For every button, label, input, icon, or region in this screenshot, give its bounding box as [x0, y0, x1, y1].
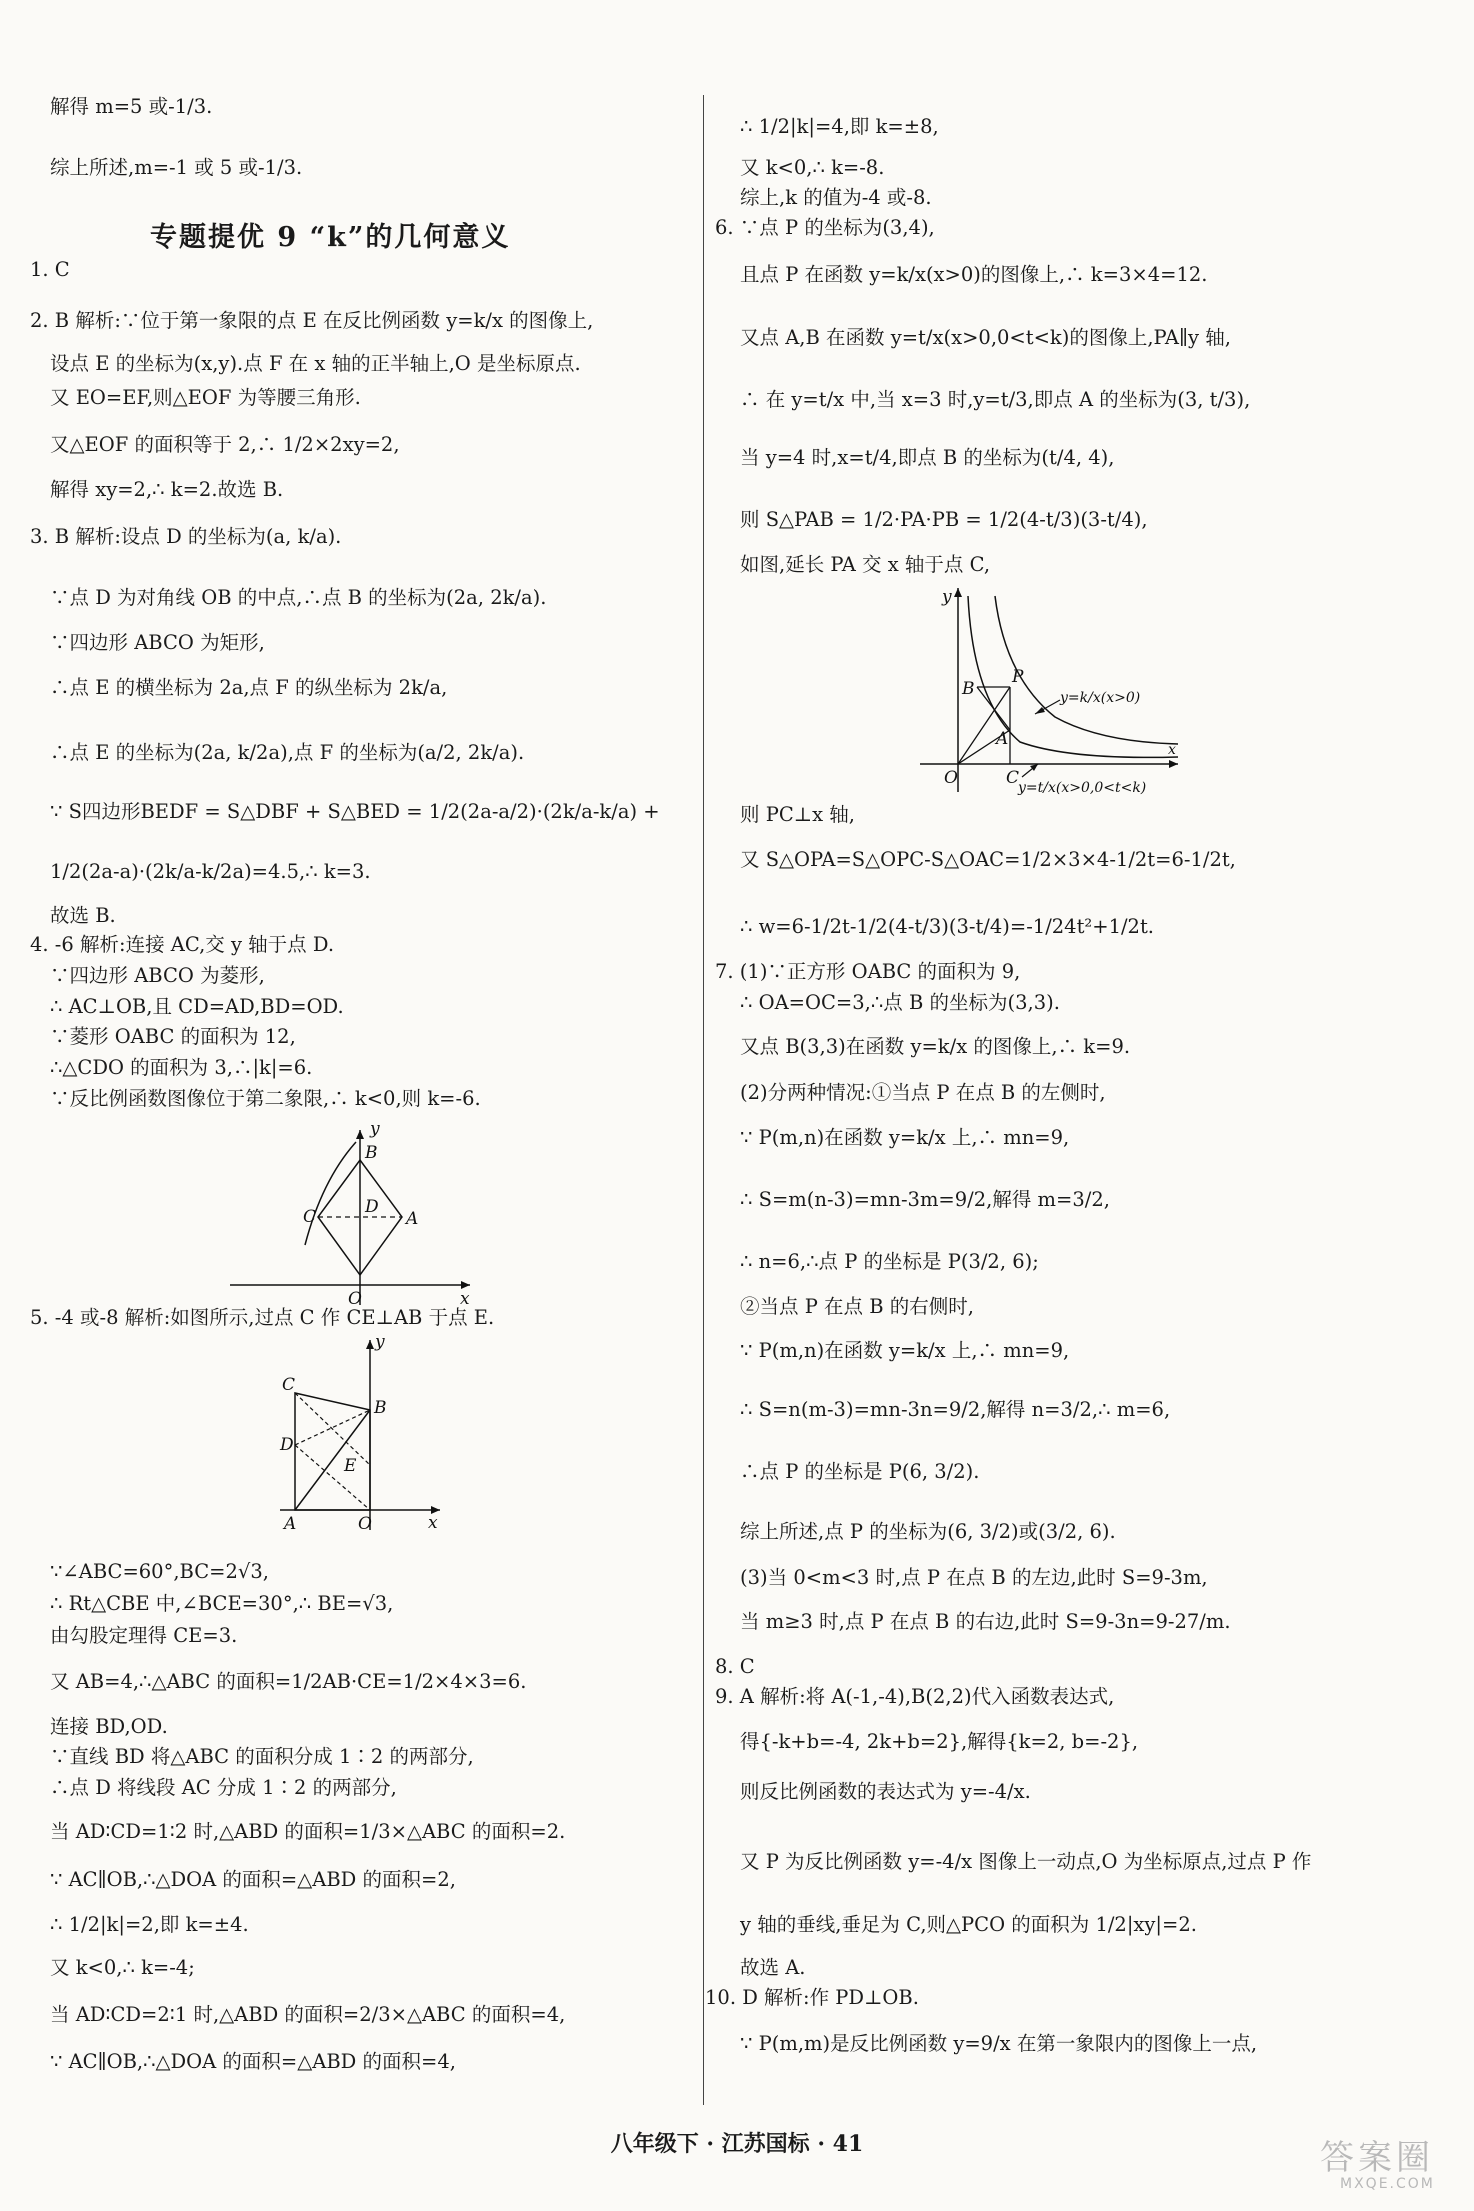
text-line: 当 AD∶CD=2∶1 时,△ABD 的面积=2/3×△ABC 的面积=4,: [50, 2003, 566, 2026]
text-line: 综上,k 的值为-4 或-8.: [740, 186, 932, 209]
text-line: 则 PC⊥x 轴,: [740, 803, 855, 826]
text-line: ∴点 D 将线段 AC 分成 1∶2 的两部分,: [50, 1776, 397, 1799]
text-line: 4. -6 解析:连接 AC,交 y 轴于点 D.: [30, 933, 335, 956]
text-line: 10. D 解析:作 PD⊥OB.: [705, 1986, 919, 2009]
text-line: 且点 P 在函数 y=k/x(x>0)的图像上,∴ k=3×4=12.: [740, 263, 1208, 286]
fig4-label-c: C: [303, 1207, 317, 1227]
text-line: ∴ 1/2|k|=2,即 k=±4.: [50, 1913, 249, 1936]
text-line: 当 AD∶CD=1∶2 时,△ABD 的面积=1/3×△ABC 的面积=2.: [50, 1820, 566, 1843]
text-line: ∴ n=6,∴点 P 的坐标是 P(3/2, 6);: [740, 1250, 1039, 1273]
text-line: 又 P 为反比例函数 y=-4/x 图像上一动点,O 为坐标原点,过点 P 作: [740, 1850, 1312, 1873]
text-line: 故选 A.: [740, 1956, 806, 1979]
text-line: ∴点 P 的坐标是 P(6, 3/2).: [740, 1460, 980, 1483]
text-line: 又点 A,B 在函数 y=t/x(x>0,0<t<k)的图像上,PA∥y 轴,: [740, 326, 1231, 349]
fig5-label-y: y: [375, 1335, 385, 1352]
fig5-label-o: O: [358, 1514, 372, 1534]
text-line: 则反比例函数的表达式为 y=-4/x.: [740, 1780, 1031, 1803]
fig6-label-p: P: [1012, 667, 1024, 687]
text-line: 则 S△PAB = 1/2·PA·PB = 1/2(4-t/3)(3-t/4),: [740, 508, 1148, 531]
fig6-label-o: O: [944, 768, 958, 788]
fig6-label-a: A: [996, 729, 1009, 749]
text-line: ∵点 D 为对角线 OB 的中点,∴点 B 的坐标为(2a, 2k/a).: [50, 586, 547, 609]
text-line: 如图,延长 PA 交 x 轴于点 C,: [740, 553, 991, 576]
text-line: 又 EO=EF,则△EOF 为等腰三角形.: [50, 386, 361, 409]
text-line: ∵四边形 ABCO 为矩形,: [50, 631, 265, 654]
text-line: 又△EOF 的面积等于 2,∴ 1/2×2xy=2,: [50, 433, 400, 456]
fig6-label-x: x: [1168, 742, 1176, 758]
watermark-sub: MXQE.COM: [1340, 2176, 1435, 2192]
text-line: ∵ S四边形BEDF = S△DBF + S△BED = 1/2(2a-a/2)·(2k/a-k/a) +: [50, 800, 660, 823]
fig5-label-d: D: [280, 1435, 294, 1455]
fig5-label-e: E: [344, 1456, 357, 1476]
text-line: 故选 B.: [50, 904, 116, 927]
text-line: 又点 B(3,3)在函数 y=k/x 的图像上,∴ k=9.: [740, 1035, 1131, 1058]
text-line: 设点 E 的坐标为(x,y).点 F 在 x 轴的正半轴上,O 是坐标原点.: [50, 352, 581, 375]
text-line: 解得 xy=2,∴ k=2.故选 B.: [50, 478, 284, 501]
text-line: 2. B 解析:∵位于第一象限的点 E 在反比例函数 y=k/x 的图像上,: [30, 309, 594, 332]
text-line: ∵ AC∥OB,∴△DOA 的面积=△ABD 的面积=4,: [50, 2050, 456, 2073]
text-line: ∴△CDO 的面积为 3,∴|k|=6.: [50, 1056, 313, 1079]
fig4-label-a: A: [406, 1209, 419, 1229]
figure-problem-6: [910, 582, 1190, 809]
text-line: ∴点 E 的坐标为(2a, k/2a),点 F 的坐标为(a/2, 2k/a).: [50, 741, 525, 764]
text-line: 当 y=4 时,x=t/4,即点 B 的坐标为(t/4, 4),: [740, 446, 1115, 469]
text-line: 6. ∵点 P 的坐标为(3,4),: [715, 216, 935, 239]
column-divider: [703, 95, 704, 2105]
text-line: ∵四边形 ABCO 为菱形,: [50, 964, 265, 987]
text-line: y 轴的垂线,垂足为 C,则△PCO 的面积为 1/2|xy|=2.: [740, 1913, 1197, 1936]
text-line: ∴点 E 的横坐标为 2a,点 F 的纵坐标为 2k/a,: [50, 676, 448, 699]
fig6-curve-t-label: y=t/x(x>0,0<t<k): [1018, 780, 1147, 796]
text-line: ∴ Rt△CBE 中,∠BCE=30°,∴ BE=√3,: [50, 1592, 394, 1615]
text-line: 当 m≥3 时,点 P 在点 B 的右边,此时 S=9-3n=9-27/m.: [740, 1610, 1231, 1633]
text-line: ∵ P(m,n)在函数 y=k/x 上,∴ mn=9,: [740, 1126, 1070, 1149]
text-line: ∴ S=m(n-3)=mn-3m=9/2,解得 m=3/2,: [740, 1188, 1110, 1211]
text-line: 9. A 解析:将 A(-1,-4),B(2,2)代入函数表达式,: [715, 1685, 1115, 1708]
text-line: 5. -4 或-8 解析:如图所示,过点 C 作 CE⊥AB 于点 E.: [30, 1306, 495, 1329]
fig4-label-d: D: [365, 1197, 379, 1217]
text-line: (3)当 0<m<3 时,点 P 在点 B 的左边,此时 S=9-3m,: [740, 1566, 1208, 1589]
fig5-label-x: x: [428, 1513, 438, 1533]
text-line: ∴ 在 y=t/x 中,当 x=3 时,y=t/3,即点 A 的坐标为(3, t/3),: [740, 388, 1251, 411]
text-line: ②当点 P 在点 B 的右侧时,: [740, 1295, 974, 1318]
text-line: 得{-k+b=-4, 2k+b=2},解得{k=2, b=-2},: [740, 1730, 1139, 1753]
text-line: 又 k<0,∴ k=-4;: [50, 1956, 195, 1979]
text-line: ∵∠ABC=60°,BC=2√3,: [50, 1560, 269, 1583]
text-line: 连接 BD,OD.: [50, 1715, 168, 1738]
text-line: 1. C: [30, 258, 70, 281]
text-line: ∴ AC⊥OB,且 CD=AD,BD=OD.: [50, 995, 344, 1018]
section-title: 专题提优 9 “k”的几何意义: [150, 222, 511, 253]
text-line: ∴ S=n(m-3)=mn-3n=9/2,解得 n=3/2,∴ m=6,: [740, 1398, 1171, 1421]
text-line: ∵ P(m,m)是反比例函数 y=9/x 在第一象限内的图像上一点,: [740, 2032, 1258, 2055]
text-line: 3. B 解析:设点 D 的坐标为(a, k/a).: [30, 525, 342, 548]
text-line: 又 k<0,∴ k=-8.: [740, 156, 885, 179]
fig6-label-y: y: [942, 587, 952, 607]
text-line: ∵菱形 OABC 的面积为 12,: [50, 1025, 296, 1048]
text-line: ∴ 1/2|k|=4,即 k=±8,: [740, 115, 939, 138]
watermark-main: 答案圈: [1320, 2138, 1434, 2178]
fig6-label-b: B: [962, 679, 975, 699]
text-line: 8. C: [715, 1655, 755, 1678]
watermark-logo: [1310, 2130, 1460, 2200]
text-line: 解得 m=5 或-1/3.: [50, 95, 213, 118]
fig5-label-c: C: [282, 1375, 296, 1395]
text-line: 由勾股定理得 CE=3.: [50, 1624, 238, 1647]
text-line: 综上所述,m=-1 或 5 或-1/3.: [50, 156, 303, 179]
text-line: 7. (1)∵正方形 OABC 的面积为 9,: [715, 960, 1021, 983]
fig4-label-o: O: [348, 1289, 362, 1309]
text-line: ∵反比例函数图像位于第二象限,∴ k<0,则 k=-6.: [50, 1087, 481, 1110]
text-line: 又 S△OPA=S△OPC-S△OAC=1/2×3×4-1/2t=6-1/2t,: [740, 848, 1236, 871]
fig4-label-y: y: [370, 1120, 380, 1139]
fig6-curve-k-label: y=k/x(x>0): [1060, 690, 1141, 706]
text-line: 又 AB=4,∴△ABC 的面积=1/2AB·CE=1/2×4×3=6.: [50, 1670, 527, 1693]
fig4-label-x: x: [460, 1289, 470, 1309]
figure-problem-5: [270, 1335, 450, 1540]
text-line: ∴ w=6-1/2t-1/2(4-t/3)(3-t/4)=-1/24t²+1/2t.: [740, 915, 1154, 938]
text-line: (2)分两种情况:①当点 P 在点 B 的左侧时,: [740, 1081, 1106, 1104]
text-line: ∴ OA=OC=3,∴点 B 的坐标为(3,3).: [740, 991, 1060, 1014]
text-line: ∵ AC∥OB,∴△DOA 的面积=△ABD 的面积=2,: [50, 1868, 456, 1891]
text-line: 1/2(2a-a)·(2k/a-k/2a)=4.5,∴ k=3.: [50, 860, 371, 883]
text-line: ∵直线 BD 将△ABC 的面积分成 1∶2 的两部分,: [50, 1745, 474, 1768]
text-line: ∵ P(m,n)在函数 y=k/x 上,∴ mn=9,: [740, 1339, 1070, 1362]
figure-problem-4: [210, 1120, 480, 1315]
text-line: 综上所述,点 P 的坐标为(6, 3/2)或(3/2, 6).: [740, 1520, 1116, 1543]
fig5-label-b: B: [374, 1398, 387, 1418]
page-footer: 八年级下 · 江苏国标 · 41: [610, 2131, 864, 2157]
fig4-label-b: B: [365, 1143, 378, 1163]
fig6-label-c: C: [1006, 768, 1020, 788]
fig5-label-a: A: [284, 1514, 297, 1534]
